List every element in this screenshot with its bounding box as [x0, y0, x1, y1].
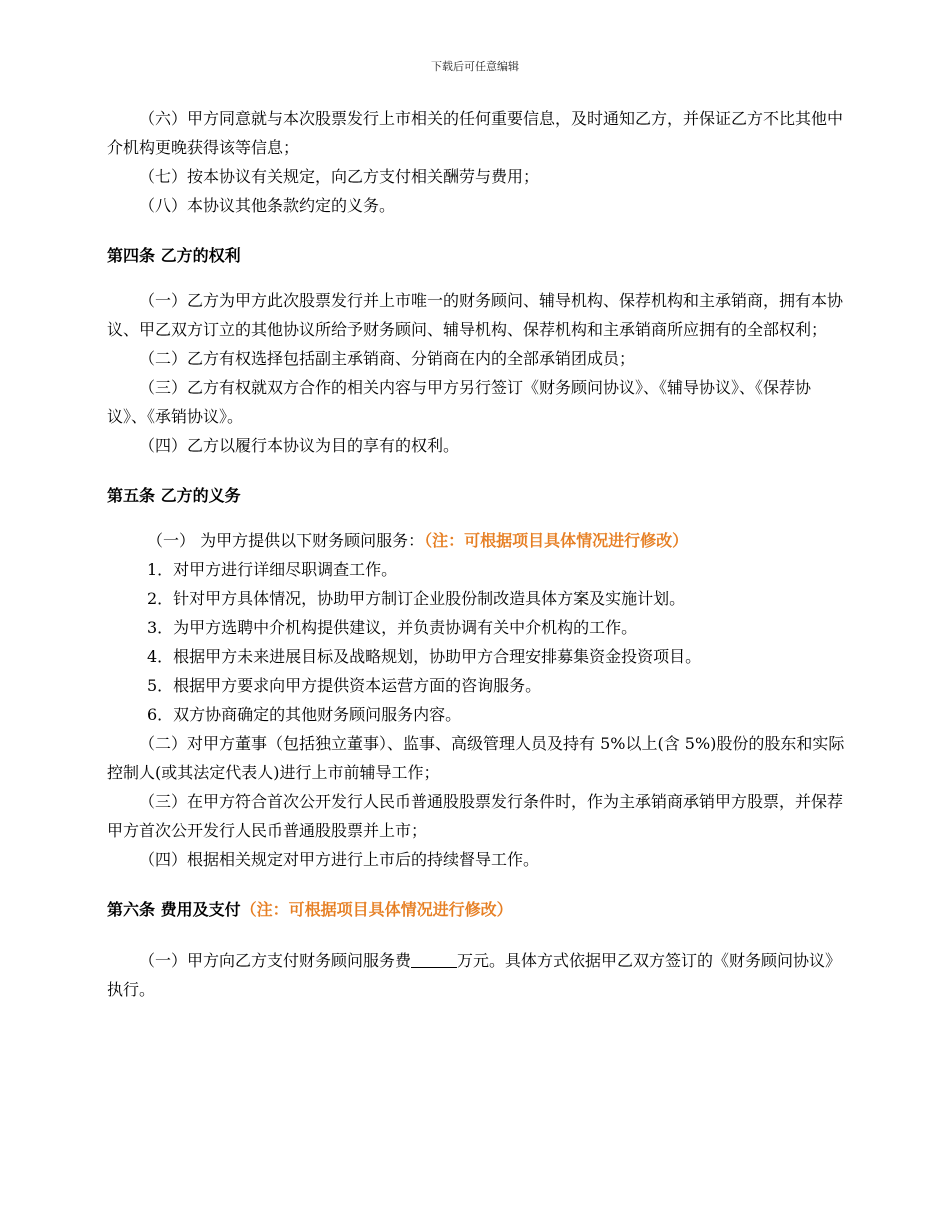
s5-sub4: 4．根据甲方未来进展目标及战略规划，协助甲方合理安排募集资金投资项目。	[147, 647, 702, 666]
s3-item8: （八）本协议其他条款约定的义务。	[139, 196, 396, 215]
s5-sub2: 2．针对甲方具体情况，协助甲方制订企业股份制改造具体方案及实施计划。	[147, 589, 686, 608]
s5-item1-note: （注：可根据项目具体情况进行修改）	[424, 531, 689, 550]
section5-title: 第五条 乙方的义务	[107, 486, 241, 505]
s5-sub5: 5．根据甲方要求向甲方提供资本运营方面的咨询服务。	[147, 676, 542, 695]
s5-item3: （三）在甲方符合首次公开发行人民币普通股股票发行条件时，作为主承销商承销甲方股票，并保荐甲方首次公开发行人民币普通股股票并上市；	[107, 792, 844, 840]
s3-item7: （七）按本协议有关规定，向乙方支付相关酬劳与费用；	[139, 167, 540, 186]
s5-sub1: 1．对甲方进行详细尽职调查工作。	[147, 560, 398, 579]
document-body	[107, 104, 845, 1004]
s6-item1-b: 万元。具体方式依据甲乙双方签订的《财务顾问协议》执行。	[107, 951, 842, 999]
s6-item1-a: （一）甲方向乙方支付财务顾问服务费	[139, 951, 412, 970]
section4-title: 第四条 乙方的权利	[107, 246, 241, 265]
section6-title-text: 第六条 费用及支付	[107, 900, 241, 919]
s5-item2: （二）对甲方董事（包括独立董事）、监事、高级管理人员及持有 5%以上(含 5%)股份的股东和实际控制人(或其法定代表人)进行上市前辅导工作；	[107, 734, 845, 782]
page-header: 下载后可任意编辑	[431, 60, 519, 73]
s3-item6: （六）甲方同意就与本次股票发行上市相关的任何重要信息，及时通知乙方，并保证乙方不比其他中介机构更晚获得该等信息；	[107, 109, 844, 157]
s4-item3: （三）乙方有权就双方合作的相关内容与甲方另行签订《财务顾问协议》、《辅导协议》、《保荐协议》、《承销协议》。	[107, 378, 812, 426]
section6-title	[107, 895, 845, 924]
s6-item1	[107, 946, 845, 1004]
s5-item1-text: （一） 为甲方提供以下财务顾问服务：	[147, 531, 425, 550]
s5-item4: （四）根据相关规定对甲方进行上市后的持续督导工作。	[139, 850, 540, 869]
amount-blank	[411, 951, 457, 968]
section6-title-note: （注：可根据项目具体情况进行修改）	[240, 900, 513, 919]
s5-item1	[107, 526, 845, 555]
s4-item2: （二）乙方有权选择包括副主承销商、分销商在内的全部承销团成员；	[139, 349, 636, 368]
s5-sub6: 6．双方协商确定的其他财务顾问服务内容。	[147, 705, 462, 724]
s4-item4: （四）乙方以履行本协议为目的享有的权利。	[139, 436, 460, 455]
s5-sub3: 3．为甲方选聘中介机构提供建议，并负责协调有关中介机构的工作。	[147, 618, 638, 637]
s4-item1: （一）乙方为甲方此次股票发行并上市唯一的财务顾问、辅导机构、保荐机构和主承销商，拥有本协议、甲乙双方订立的其他协议所给予财务顾问、辅导机构、保荐机构和主承销商所应拥有的全部权利；	[107, 291, 844, 339]
